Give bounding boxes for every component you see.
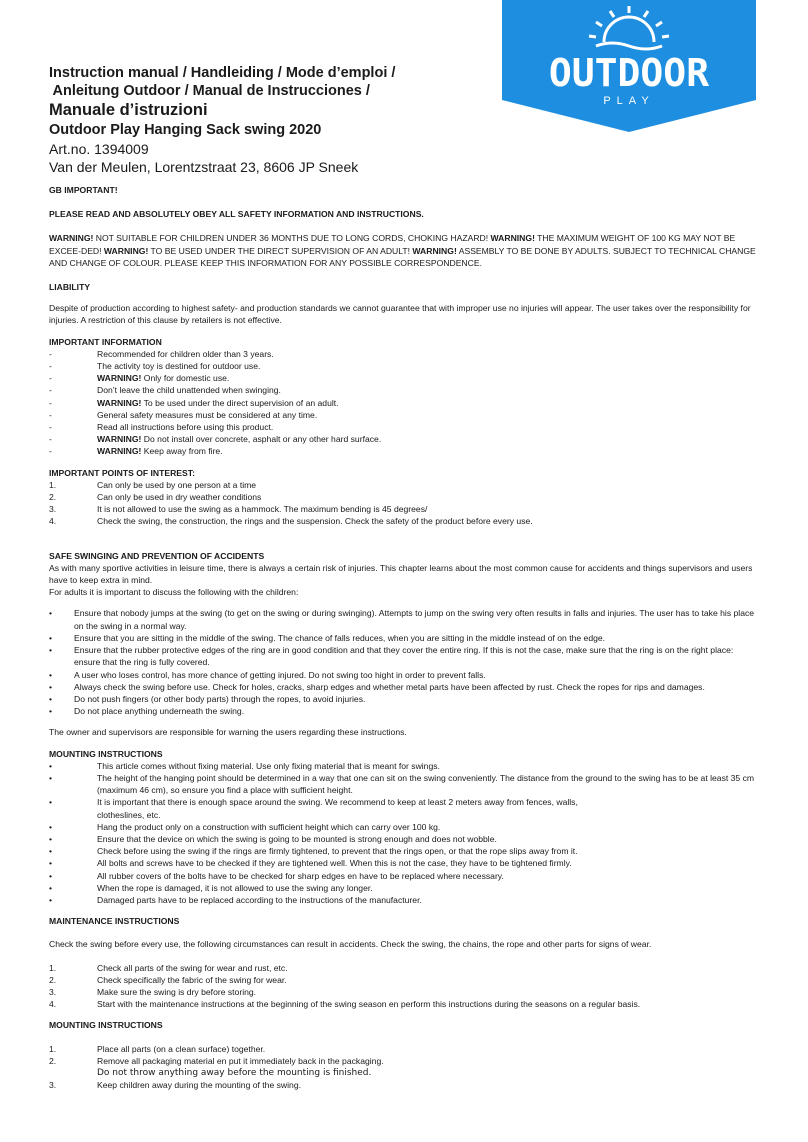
maintenance-intro: Check the swing before every use, the following circumstances can result in accidents. Check the swing, the chains, the rope and other parts for signs of wear.: [49, 939, 652, 950]
list-item: Do not throw anything away before the mounting is finished.: [97, 1067, 372, 1078]
safe-intro: As with many sportive activities in leisure time, there is always a certain risk of injuries. This chapter learns about the most common cause for accidents and things supervisors and users have to keep extra in mind.: [49, 562, 753, 586]
list-item: - General safety measures must be considered at any time.: [49, 409, 318, 420]
list-item: 4. Check the swing, the construction, the rings and the suspension. Check the safety of the product before every use.: [49, 516, 533, 527]
important-info-title: IMPORTANT INFORMATION: [49, 336, 162, 347]
mounting2-title: MOUNTING INSTRUCTIONS: [49, 1020, 163, 1031]
list-item: • The height of the hanging point should be determined in a way that one can sit on the swing conveniently. The distance from the ground to the swing has to be at least 35 cm (maximum 46 cm), so ensure you find a place with sufficient height.: [49, 772, 755, 796]
liability-text: Despite of production according to highest safety- and production standards we cannot guarantee that with improper use no injuries will appear. The user takes over the responsibility for injuries. A restriction of this clause by retailers is not effective.: [49, 303, 751, 326]
product-name: Outdoor Play Hanging Sack swing 2020: [49, 122, 322, 138]
list-item: • Ensure that the device on which the swing is going to be mounted is strong enough and does not wobble.: [49, 833, 497, 844]
list-item: • Do not place anything underneath the swing.: [49, 706, 245, 717]
points-list: [49, 479, 761, 528]
important-info-list: [49, 348, 761, 458]
safe-title: SAFE SWINGING AND PREVENTION OF ACCIDENTS: [49, 550, 265, 561]
maintenance-title: MAINTENANCE INSTRUCTIONS: [49, 916, 180, 927]
list-item: • When the rope is damaged, it is not allowed to use the swing any longer.: [49, 882, 373, 893]
list-item: 2. Check specifically the fabric of the swing for wear.: [49, 974, 287, 985]
list-item: • Ensure that you are sitting in the middle of the swing. The chance of falls reduces, when you are sitting in the middle instead of on the edge.: [49, 632, 606, 643]
list-item: - WARNING! Do not install over concrete, asphalt or any other hard surface.: [49, 434, 382, 445]
company-address: Van der Meulen, Lorentzstraat 23, 8606 JP Sneek: [49, 159, 359, 175]
list-item: 3. Make sure the swing is dry before storing.: [49, 986, 257, 997]
logo-sub: PLAY: [603, 95, 655, 107]
safe-owner: The owner and supervisors are responsible for warning the users regarding these instructions.: [49, 727, 407, 738]
title-line-3: Manuale d’istruzioni: [49, 101, 208, 119]
list-item: - Read all instructions before using this product.: [49, 422, 274, 433]
list-item: - WARNING! Only for domestic use.: [49, 373, 230, 384]
list-item: 3. It is not allowed to use the swing as a hammock. The maximum bending is 45 degrees/: [49, 504, 428, 515]
maintenance-list: [49, 962, 761, 1011]
document-body: [49, 184, 761, 1091]
list-item: • Check before using the swing if the rings are firmly tightened, to prevent that the rings open, or that the rope slips away from it.: [49, 846, 578, 857]
logo-word: OUTDOOR: [548, 51, 710, 95]
list-item: - WARNING! To be used under the direct supervision of an adult.: [49, 397, 339, 408]
gb-important: GB IMPORTANT!: [49, 185, 118, 195]
warnings-paragraph: WARNING! NOT SUITABLE FOR CHILDREN UNDER 36 MONTHS DUE TO LONG CORDS, CHOKING HAZARD! WARNING! THE MAXIMUM WEIGHT OF 100 KG MAY NOT BE EXCEE-DED! WARNING! TO BE USED UNDER THE DIRECT SUPERVISION OF AN ADULT! WARNING! ASSEMBLY TO BE DONE BY ADULTS. SUBJECT TO TECHNICAL CHANGE AND CHANGE OF COLOUR. PLEASE KEEP THIS INFORMATION FOR ANY POSSIBLE CORRESPONDENCE.: [49, 233, 756, 268]
list-item: 2. Remove all packaging material en put it immediately back in the packaging.: [49, 1055, 384, 1066]
list-item: • All bolts and screws have to be checked if they are tightened well. When this is not the case, they have to be tightened firmly.: [49, 858, 572, 869]
list-item: • Damaged parts have to be replaced according to the instructions of the manufacturer.: [49, 894, 422, 905]
list-item: • Ensure that the rubber protective edges of the ring are in good condition and that they cover the entire ring. If this is not the case, make sure that the ring is on the right place: ensure that the ring is fully covered.: [49, 645, 734, 668]
document-header: [49, 64, 499, 176]
points-title: IMPORTANT POINTS OF INTEREST:: [49, 467, 195, 478]
list-item: - The activity toy is destined for outdoor use.: [49, 361, 261, 372]
list-item: • Ensure that nobody jumps at the swing (to get on the swing or during swinging). Attempts to jump on the swing very often results in falls and injuries. The user has to take his place on the swing in a normal way.: [49, 608, 755, 631]
outdoor-play-logo: [500, 0, 758, 132]
mounting2-list: [49, 1043, 761, 1092]
list-item: 1. Check all parts of the swing for wear and rust, etc.: [49, 962, 288, 973]
please-read: PLEASE READ AND ABSOLUTELY OBEY ALL SAFETY INFORMATION AND INSTRUCTIONS.: [49, 209, 424, 220]
list-item: 1. Can only be used by one person at a time: [49, 479, 257, 490]
safe-adults: For adults it is important to discuss the following with the children:: [49, 587, 299, 598]
list-item: 2. Can only be used in dry weather conditions: [49, 492, 262, 503]
liability-title: LIABILITY: [49, 282, 91, 293]
list-item: - Don’t leave the child unattended when swinging.: [49, 385, 281, 396]
title-line-2: Anleitung Outdoor / Manual de Instrucciones /: [49, 83, 370, 99]
list-item: - Recommended for children older than 3 years.: [49, 348, 274, 359]
list-item: - WARNING! Keep away from fire.: [49, 446, 223, 457]
list-item: • A user who loses control, has more chance of getting injured. Do not swing too hight in order to prevent falls.: [49, 669, 486, 680]
mounting1-title: MOUNTING INSTRUCTIONS: [49, 748, 163, 759]
list-item: • Do not push fingers (or other body parts) through the ropes, to avoid injuries.: [49, 693, 366, 704]
title-line-1: Instruction manual / Handleiding / Mode d’emploi /: [49, 65, 396, 81]
list-item: • All rubber covers of the bolts have to be checked for sharp edges en have to be replaced where necessary.: [49, 870, 504, 881]
article-number: Art.no. 1394009: [49, 141, 149, 157]
list-item: • Always check the swing before use. Check for holes, cracks, sharp edges and whether metal parts have been affected by rust. Check the ropes for rips and damages.: [49, 681, 705, 692]
list-item: • Hang the product only on a construction with sufficient height which can carry over 100 kg.: [49, 821, 441, 832]
mounting1-list: [49, 760, 761, 906]
list-item: 3. Keep children away during the mounting of the swing.: [49, 1080, 301, 1091]
list-item: 4. Start with the maintenance instructions at the beginning of the swing season en perform this instructions during the seasons on a regular basis.: [49, 999, 641, 1010]
list-item: • This article comes without fixing material. Use only fixing material that is meant for swings.: [49, 760, 440, 771]
list-item: 1. Place all parts (on a clean surface) together.: [49, 1043, 266, 1054]
safe-list: [49, 607, 761, 717]
list-item: • It is important that there is enough space around the swing. We recommend to keep at least 2 meters away from fences, walls, clotheslines, etc.: [49, 797, 578, 820]
